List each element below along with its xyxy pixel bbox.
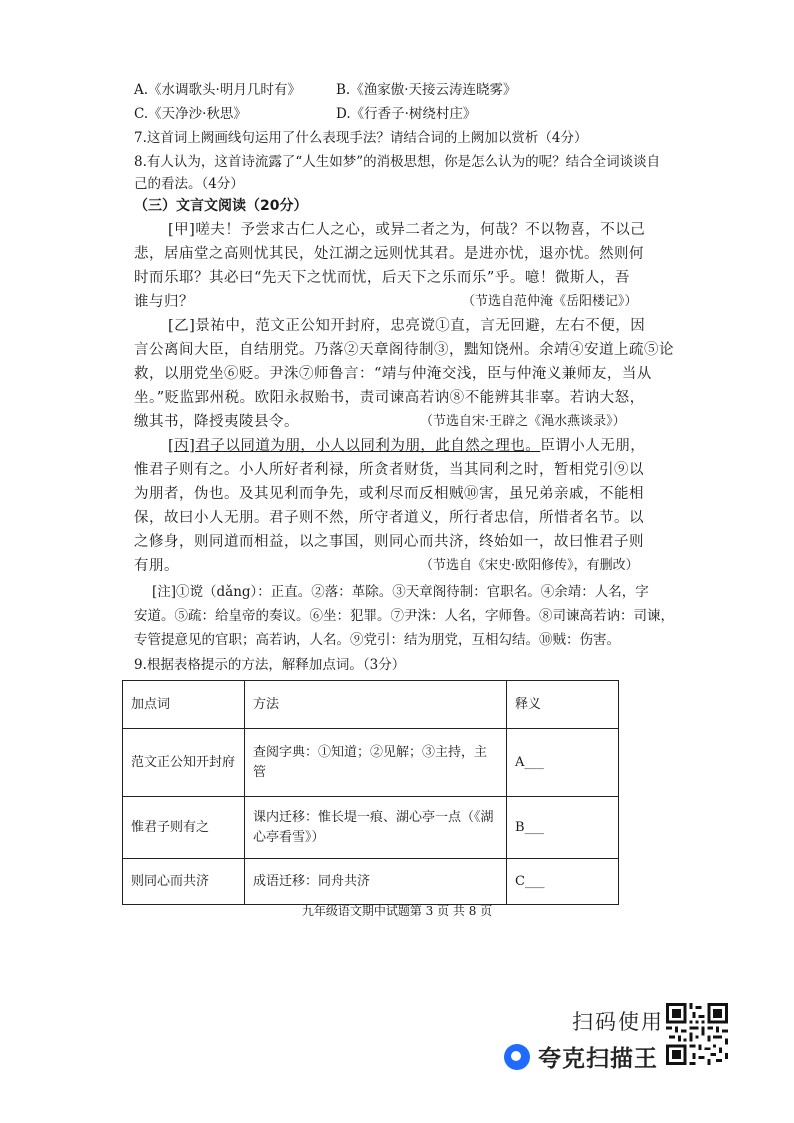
row3-method: 成语迁移：同舟共济	[245, 859, 507, 905]
jia-line4: 谁与归？	[134, 294, 194, 310]
bing-line4: 保，故曰小人无朋。君子则不然，所守者道义，所行者忠信，所惜者名节。以	[134, 510, 644, 526]
option-c: C.《天净沙·秋思》	[134, 106, 247, 122]
question-8-line2: 己的看法。（4分）	[134, 176, 244, 192]
row2-word: 惟君子则有之	[123, 797, 245, 859]
table-row	[123, 729, 619, 797]
bing-line2: 惟君子则有之。小人所好者利禄，所贪者财货，当其同利之时，暂相党引⑨以	[134, 462, 644, 478]
qr-code-icon[interactable]	[666, 1003, 728, 1065]
row3-answer[interactable]: C___	[507, 859, 619, 905]
bing-underlined-sentence: [丙]君子以同道为朋，小人以同利为朋，此自然之理也。	[168, 438, 541, 454]
option-b: B.《渔家傲·天接云涛连晓雾》	[336, 82, 517, 98]
row1-method: 查阅字典：①知道；②见解；③主持，主管	[245, 729, 507, 797]
scanner-brand	[504, 1040, 658, 1073]
question-7: 7.这首词上阙画线句运用了什么表现手法？请结合词的上阙加以赏析（4分）	[134, 130, 588, 146]
question-9: 9.根据表格提示的方法，解释加点词。（3分）	[134, 657, 406, 673]
bing-line3: 为朋者，伪也。及其见利而争先，或利尽而反相贼⑩害，虽兄弟亲戚，不能相	[134, 486, 644, 502]
yi-source: （节选自宋·王辟之《渑水燕谈录》）	[420, 414, 626, 429]
table-header-row	[123, 681, 619, 729]
yi-line2: 言公离间大臣，自结朋党。乃落②天章阁待制③，黜知饶州。余靖④安道上疏⑤论	[134, 342, 674, 358]
option-a: A.《水调歌头·明月几时有》	[134, 82, 301, 98]
scan-caption: 扫码使用	[572, 1010, 664, 1034]
yi-line3: 救，以朋党坐⑥贬。尹洙⑦师鲁言：“靖与仲淹交浅，臣与仲淹义兼师友，当从	[134, 366, 652, 382]
table-row	[123, 797, 619, 859]
section-title: （三）文言文阅读（20分）	[134, 198, 308, 214]
yi-line1: [乙]景祐中，范文正公知开封府，忠亮谠①直，言无回避，左右不便，因	[168, 318, 646, 334]
q9-table	[122, 680, 619, 905]
page-footer: 九年级语文期中试题第 3 页 共 8 页	[301, 904, 493, 918]
row2-method: 课内迁移：惟长堤一痕、湖心亭一点（《湖心亭看雪》）	[245, 797, 507, 859]
header-method: 方法	[245, 681, 507, 729]
bing-line6: 有朋。	[134, 558, 179, 574]
row2-answer[interactable]: B___	[507, 797, 619, 859]
header-word: 加点词	[123, 681, 245, 729]
notes-line3: 专管提意见的官职；高若讷，人名。⑨党引：结为朋党，互相勾结。⑩贼：伤害。	[134, 632, 620, 648]
header-meaning: 释义	[507, 681, 619, 729]
bing-line5: 之修身，则同道而相益，以之事国，则同心而共济，终始如一，故曰惟君子则	[134, 534, 644, 550]
bing-source: （节选自《宋史·欧阳修传》，有删改）	[420, 558, 639, 573]
jia-line2: 悲，居庙堂之高则忧其民，处江湖之远则忧其君。是进亦忧，退亦忧。然则何	[134, 246, 644, 262]
bing-line1	[168, 436, 645, 456]
notes-line1: [注]①谠（dǎng）：正直。②落：革除。③天章阁待制：官职名。④余靖：人名，字	[152, 584, 649, 600]
yi-line5: 缴其书，降授夷陵县令。	[134, 414, 299, 430]
notes-line2: 安道。⑤疏：给皇帝的奏议。⑥坐：犯罪。⑦尹洙：人名，字师鲁。⑧司谏高若讷：司谏，	[134, 608, 674, 624]
yi-line4: 坐。”贬监郢州税。欧阳永叔贻书，责司谏高若讷⑧不能辨其非辜。若讷大怒，	[134, 390, 645, 406]
row1-word: 范文正公知开封府	[123, 729, 245, 797]
bing-line1-rest: 臣谓小人无朋，	[540, 438, 646, 454]
row3-word: 则同心而共济	[123, 859, 245, 905]
jia-line1: [甲]嗟夫！予尝求古仁人之心，或异二者之为，何哉？不以物喜，不以己	[168, 222, 646, 238]
brand-name: 夸克扫描王	[538, 1046, 658, 1072]
table-row	[123, 859, 619, 905]
jia-line3: 时而乐耶？其必曰“先天下之忧而忧，后天下之乐而乐”乎。噫！微斯人，吾	[134, 270, 630, 286]
question-8-line1: 8.有人认为，这首诗流露了“人生如梦”的消极思想，你是怎么认为的呢？结合全词谈谈自	[134, 154, 661, 170]
row1-answer[interactable]: A___	[507, 729, 619, 797]
option-d: D.《行香子·树绕村庄》	[336, 106, 477, 122]
quark-logo-icon	[504, 1044, 530, 1070]
jia-source: （节选自范仲淹《岳阳楼记》）	[462, 294, 638, 309]
